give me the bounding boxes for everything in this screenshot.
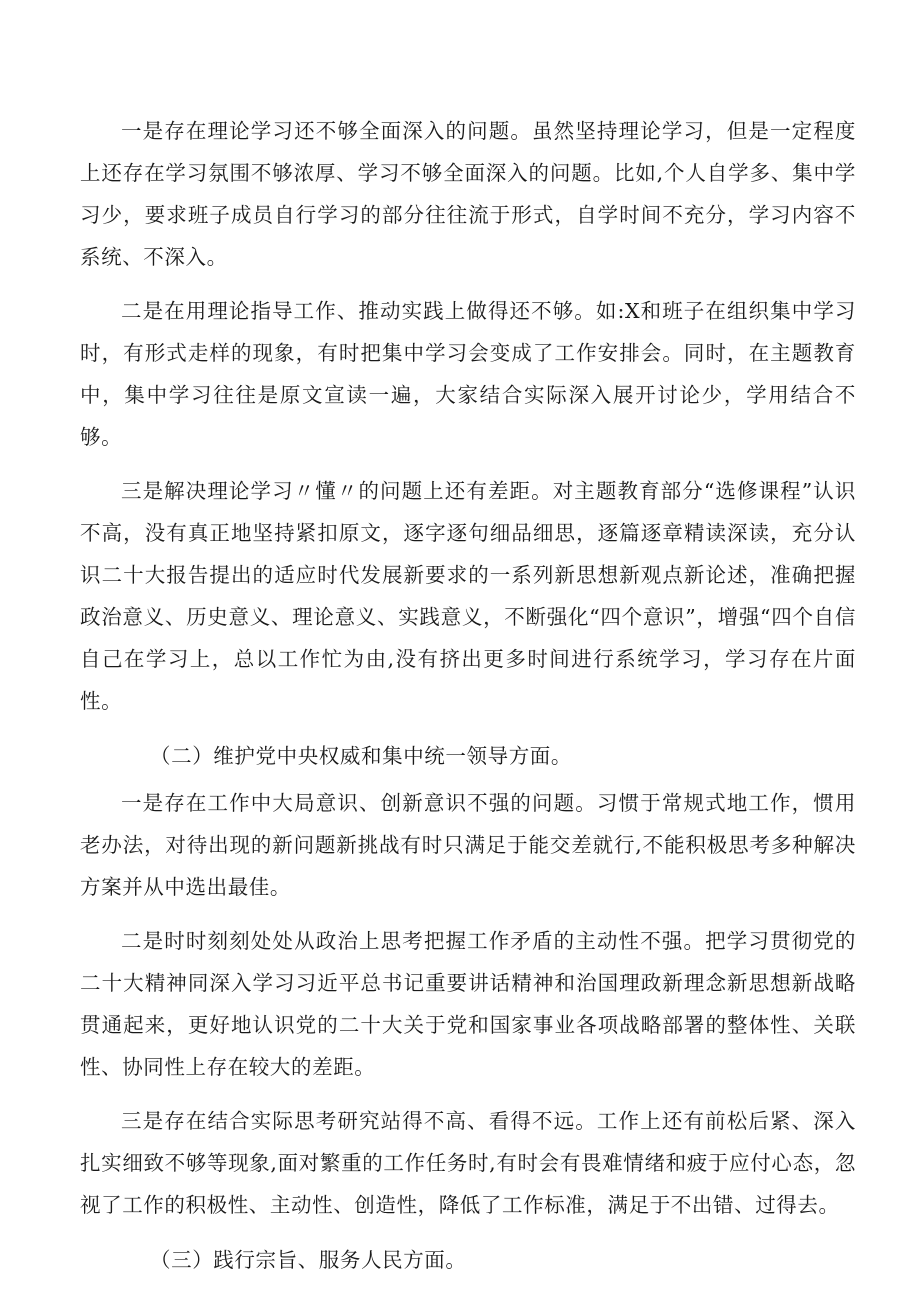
document-body xyxy=(80,110,856,1286)
section-heading-serving-people: （三）践行宗旨、服务人民方面。 xyxy=(150,1248,467,1272)
paragraph-theory-study-depth: 一是存在理论学习还不够全面深入的问题。虽然坚持理论学习，但是一定程度上还存在学习氛围不够浓厚、学习不够全面深入的问题。比如,个人自学多、集中学习少，要求班子成员自行学习的部分往往流于形式，自学时间不充分，学习内容不系统、不深入。 xyxy=(80,119,856,269)
paragraph-theory-understanding-gap: 三是解决理论学习〃懂〃的问题上还有差距。对主题教育部分“选修课程”认识不高，没有真正地坚持紧扣原文，逐字逐句细品细思，逐篇逐章精读深读，充分认识二十大报告提出的适应时代发展新要求的一系列新思想新观点新论述，准确把握政治意义、历史意义、理论意义、实践意义，不断强化“四个意识”，增强“四个自信自己在学习上，总以工作忙为由,没有挤出更多时间进行系统学习，学习存在片面性。 xyxy=(80,479,856,713)
paragraph-political-initiative: 二是时时刻刻处处从政治上思考把握工作矛盾的主动性不强。把学习贯彻党的二十大精神同深入学习习近平总书记重要讲话精神和治国理政新理念新思想新战略贯通起来，更好地认识党的二十大关于党和国家事业各项战略部署的整体性、关联性、协同性上存在较大的差距。 xyxy=(80,929,856,1079)
section-heading-party-authority: （二）维护党中央权威和集中统一领导方面。 xyxy=(150,744,572,768)
paragraph-practical-research: 三是存在结合实际思考研究站得不高、看得不远。工作上还有前松后紧、深入扎实细致不够等现象,面对繁重的工作任务时,有时会有畏难情绪和疲于应付心态，忽视了工作的积极性、主动性、创造性，降低了工作标准，满足于不出错、过得去。 xyxy=(80,1109,856,1217)
paragraph-theory-guiding-practice: 二是在用理论指导工作、推动实践上做得还不够。如:X和班子在组织集中学习时，有形式走样的现象，有时把集中学习会变成了工作安排会。同时，在主题教育中，集中学习往往是原文宣读一遍，大家结合实际深入展开讨论少，学用结合不够。 xyxy=(80,299,856,449)
paragraph-overall-awareness: 一是存在工作中大局意识、创新意识不强的问题。习惯于常规式地工作，惯用老办法，对待出现的新问题新挑战有时只满足于能交差就行,不能积极思考多种解决方案并从中选出最佳。 xyxy=(80,791,856,899)
